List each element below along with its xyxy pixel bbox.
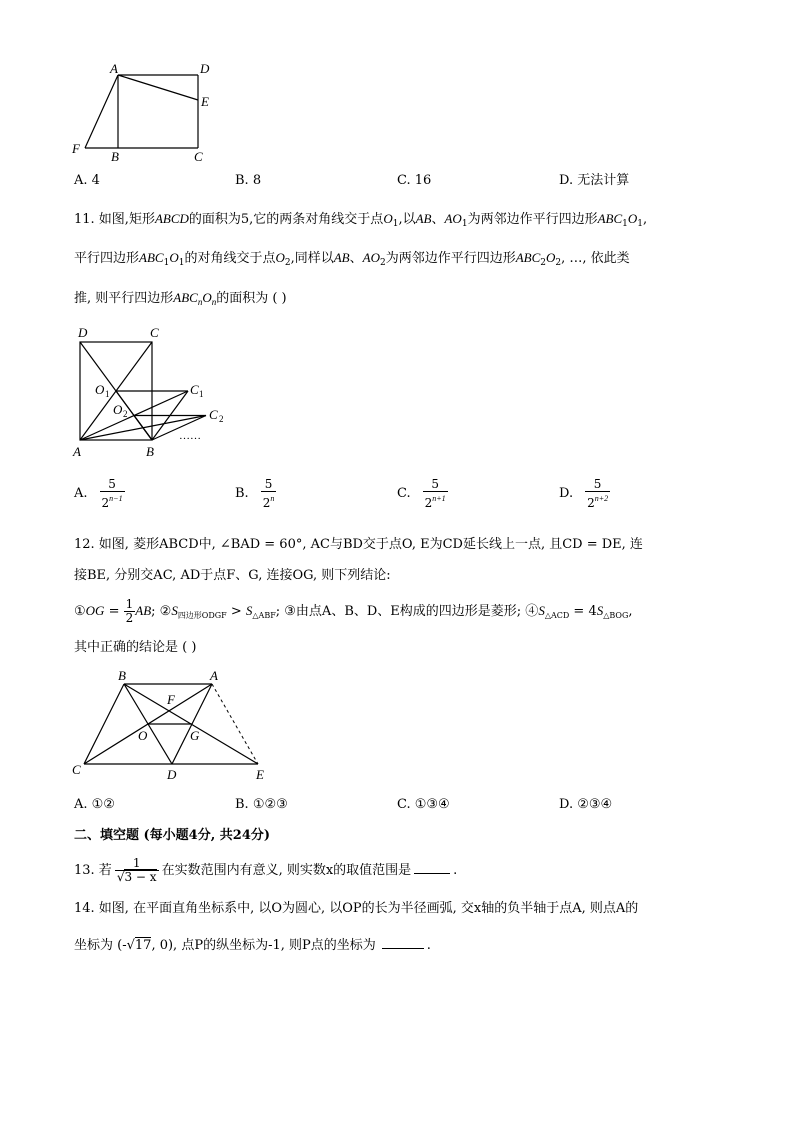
q10-option-a[interactable]: A. 4 [74,173,100,188]
q13 [74,853,457,889]
q11-var: O [169,250,179,265]
fig12-label-e: E [256,767,264,782]
frac-numerator: 5 [423,478,448,492]
q11-text: 、 [349,251,363,266]
q11-text: 推, 则平行四边形 [74,291,174,306]
q12-sub: △ACD [544,611,570,620]
q13-fraction [115,857,159,884]
q12-option-d[interactable]: D. ②③④ [559,797,613,812]
figure-q12 [68,664,278,786]
option-fraction [423,478,448,510]
q11-sub: 1 [392,219,399,229]
q12-line-2: 接BE, 分别交AC, AD于点F、G, 连接OG, 则下列结论: [74,568,391,583]
q11-text: 平行四边形 [74,251,140,266]
q11-sub: 1 [178,258,185,268]
fig11-label-d: D [78,325,88,340]
q12-option-b[interactable]: B. ①②③ [235,797,288,812]
q12-var: OG [85,603,105,618]
option-fraction [100,478,125,510]
fig12-label-a: A [210,668,218,683]
q11-sub: 1 [637,219,643,229]
q12-var: S [171,603,178,618]
q12-line-1: 12. 如图, 菱形ABCD中, ∠BAD = 60°, AC与BD交于点O, E为CD延长线上一点, 且CD = DE, 连 [74,537,643,552]
fig10-label-a: A [110,61,118,76]
q11-option-b[interactable] [235,478,276,510]
q12-sub: △BOG [603,611,629,620]
fig10-label-d: D [200,61,210,76]
q11-text: , …, 依此类 [561,251,630,266]
option-letter: C. [397,486,411,501]
q11-var: AO [362,250,380,265]
q11-text: , [643,212,648,227]
sqrt-sign: √ [126,938,135,953]
q14-answer-blank[interactable] [382,936,424,949]
fig11-label-o2-sub: 2 [123,409,128,419]
fig12-label-b: B [118,668,126,683]
q11-var: O [627,211,638,226]
option-letter: A. [74,486,88,501]
q11-var: AB [333,250,350,265]
q12-var: S [538,603,545,618]
frac-base: 2 [101,496,110,510]
q11-text: ,以 [398,212,416,227]
q11-text: 为两邻边作平行四边形 [385,251,516,266]
q11-sub: 1 [622,219,628,229]
figure-q11 [68,322,248,462]
q11-line-1 [74,211,647,232]
q11-text: 、 [431,212,445,227]
q11-sub: 1 [461,219,468,229]
frac-numerator: 5 [261,478,277,492]
frac-denominator [585,492,610,510]
q12-option-a[interactable]: A. ①② [74,797,115,812]
q13-end: . [453,863,458,878]
sqrt-sign: √ [116,870,125,884]
figure-q10 [68,60,228,168]
q11-text: 的对角线交于点 [184,251,276,266]
q11-sub: 2 [379,258,386,268]
fig12-label-g: G [190,728,200,743]
q12-var: AB [135,603,152,618]
q12-c2-prefix: ; ② [151,604,172,619]
q11-var: ABC [139,250,164,265]
q12-text: = 4 [569,604,597,619]
option-fraction [261,478,277,510]
fig10-label-b: B [111,149,119,164]
fig11-label-c1-sub: 1 [199,389,204,399]
q14-end: . [426,938,431,953]
q14-line-2 [74,936,431,954]
fig11-label-a: A [73,444,81,459]
frac-numerator: 5 [100,478,125,492]
q11-option-c[interactable] [397,478,448,510]
sqrt-radicand: 3 − x [124,870,157,884]
q12-half [124,598,136,625]
q14-line-1: 14. 如图, 在平面直角坐标系中, 以O为圆心, 以OP的长为半径画弧, 交x轴的负半轴于点A, 则点A的 [74,901,639,916]
q11-sub: 1 [163,258,170,268]
q10-option-c[interactable]: C. 16 [397,173,432,188]
frac-numerator: 5 [585,478,610,492]
q12-c3: ; ③由点A、B、D、E构成的四边形是菱形; ④ [275,604,539,619]
fig12-label-d: D [167,767,177,782]
fig11-label-o1: O [95,382,105,397]
q10-option-d[interactable]: D. 无法计算 [559,173,630,188]
q11-sub: 2 [540,258,547,268]
fig11-label-c1: C [190,382,199,397]
frac-exponent: n+1 [432,494,446,503]
q11-var: O [546,250,556,265]
q10-option-b[interactable]: B. 8 [235,173,262,188]
fig12-label-o: O [138,728,148,743]
fig11-dots: …… [179,430,201,442]
fig11-label-c2: C [209,407,218,422]
q11-var: O [275,250,285,265]
q11-text: ,同样以 [290,251,334,266]
q11-text: 的面积为5,它的两条对角线交于点 [188,212,384,227]
q13-answer-blank[interactable] [414,861,450,874]
frac-exponent: n [270,494,275,503]
q11-sub: 2 [555,258,562,268]
q11-var: ABC [597,211,623,226]
q12-c1-prefix: ① [74,604,86,619]
q12-line-4: 其中正确的结论是 ( ) [74,640,197,655]
q12-sub: 四边形ODGF [177,611,227,620]
q11-text: 的面积为 ( ) [216,291,287,306]
fig11-label-o1-sub: 1 [105,389,110,399]
q12-var: S [596,603,604,618]
q12-text: > [226,604,246,619]
q11-var: AB [415,211,432,226]
sqrt-radicand: 17 [134,938,152,953]
option-letter: D. [559,486,574,501]
q11-var: O [202,290,212,305]
frac-numerator: 1 [125,597,134,611]
q12-text: = [104,604,124,619]
frac-denominator [423,492,448,510]
q12-option-c[interactable]: C. ①③④ [397,797,450,812]
q11-var: ABCD [154,211,189,226]
fig11-label-b: B [146,444,154,459]
q11-text: 为两邻边作平行四边形 [467,212,598,227]
fig10-label-c: C [194,149,203,164]
q11-option-a[interactable] [74,478,125,510]
frac-numerator: 1 [115,857,159,871]
frac-base: 2 [262,496,271,510]
frac-denominator [261,492,277,510]
q11-var: O [383,211,393,226]
fig12-label-f: F [167,692,175,707]
q14-mid: , 0), 点P的纵坐标为-1, 则P点的坐标为 [151,938,376,953]
q11-var: ABC [173,290,198,305]
frac-base: 2 [587,496,595,510]
q12-line-3 [74,594,633,633]
q11-line-3 [74,290,287,310]
q13-pre: 13. 若 [74,863,112,878]
fig10-label-e: E [201,94,209,109]
q12-var: S [245,603,253,618]
fig11-label-c2-sub: 2 [219,414,224,424]
section-heading: 二、填空题 (每小题4分, 共24分) [74,828,271,843]
q11-sub: 2 [284,258,291,268]
q11-var: ABC [515,250,541,265]
q11-option-d[interactable] [559,478,610,510]
q12-text: , [628,604,633,619]
frac-exponent: n−1 [109,494,123,503]
q12-sub: △ABF [252,611,276,620]
fig11-label-o2: O [113,402,123,417]
q11-text: 11. 如图,矩形 [74,212,155,227]
q11-sub: n [197,297,203,307]
fig11-label-c: C [150,325,159,340]
frac-base: 2 [424,496,433,510]
fig10-label-f: F [72,141,80,156]
frac-denominator: 2 [125,611,134,625]
q14-pre: 坐标为 (- [74,938,127,953]
q13-post: 在实数范围内有意义, 则实数x的取值范围是 [161,863,412,878]
q11-line-2 [74,250,630,271]
frac-denominator [100,492,125,510]
option-fraction [585,478,610,510]
fig12-label-c: C [72,762,81,777]
frac-exponent: n+2 [594,494,609,503]
frac-denominator [115,871,159,884]
option-letter: B. [235,486,249,501]
q11-var: AO [444,211,462,226]
q11-sub: n [211,297,217,307]
